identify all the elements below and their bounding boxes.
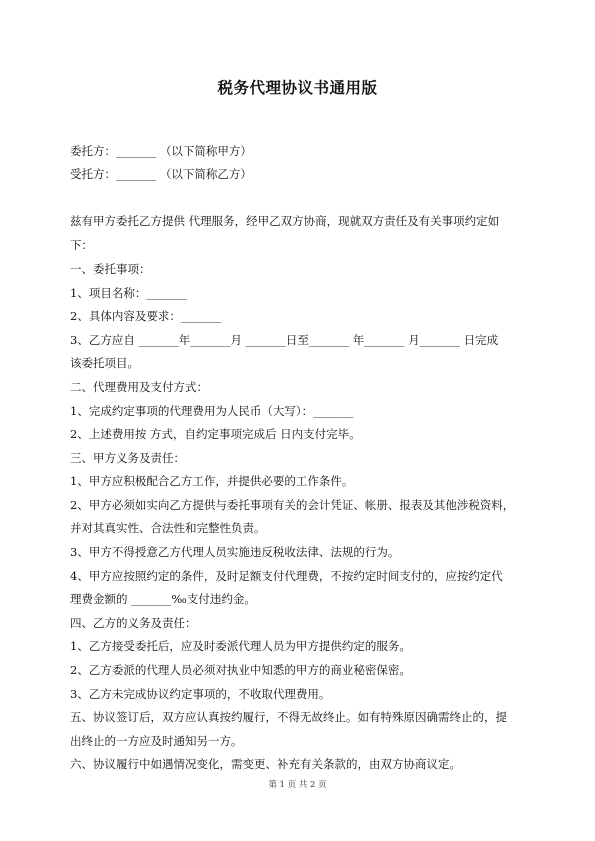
clause-4-1: 1、乙方接受委托后，应及时委派代理人员为甲方提供约定的服务。 <box>70 639 411 653</box>
section-heading-2: 二、代理费用及支付方式： <box>70 380 208 394</box>
preamble-line-1: 兹有甲方委托乙方提供 代理服务，经甲乙双方协商，现就双方责任及有关事项约定如 <box>70 214 500 228</box>
preamble-line-2: 下： <box>70 238 93 252</box>
clause-3-3: 3、甲方不得授意乙方代理人员实施违反税收法律、法规的行为。 <box>70 545 400 559</box>
clause-3-4-line-1: 4、甲方应按照约定的条件，及时足额支付代理费，不按约定时间支付的，应按约定代 <box>70 569 503 583</box>
document-title: 税务代理协议书通用版 <box>217 78 378 97</box>
section-6: 六、协议履行中如遇情况变化，需变更、补充有关条款的，由双方协商议定。 <box>70 757 461 771</box>
principal-line: 委托方：_______ （以下简称甲方） <box>70 144 252 158</box>
section-heading-4: 四、乙方的义务及责任： <box>70 616 197 630</box>
section-heading-3: 三、甲方义务及责任： <box>70 451 185 465</box>
section-5-line-2: 出终止的一方应及时通知另一方。 <box>70 734 243 748</box>
clause-3-2-line-1: 2、甲方必须如实向乙方提供与委托事项有关的会计凭证、帐册、报表及其他涉税资料， <box>70 498 515 512</box>
clause-1-3-line-2: 该委托项目。 <box>70 356 139 370</box>
clause-3-2-line-2: 并对其真实性、合法性和完整性负责。 <box>70 521 266 535</box>
clause-4-2: 2、乙方委派的代理人员必须对执业中知悉的甲方的商业秘密保密。 <box>70 663 411 677</box>
clause-4-3: 3、乙方未完成协议约定事项的，不收取代理费用。 <box>70 687 331 701</box>
clause-1-2: 2、具体内容及要求：_______ <box>70 309 222 323</box>
agent-line: 受托方：_______ （以下简称乙方） <box>70 167 252 181</box>
clause-3-1: 1、甲方应积极配合乙方工作，并提供必要的工作条件。 <box>70 474 354 488</box>
clause-2-1: 1、完成约定事项的代理费用为人民币（大写）：_______ <box>70 404 354 418</box>
clause-2-2: 2、上述费用按 方式，自约定事项完成后 日内支付完毕。 <box>70 427 361 441</box>
clause-1-1: 1、项目名称：_______ <box>70 286 187 300</box>
section-5-line-1: 五、协议签订后，双方应认真按约履行，不得无故终止。如有特殊原因确需终止的，提 <box>70 710 507 724</box>
clause-1-3-line-1: 3、乙方应自 _______年_______月 _______日至_______ 年_______ 月_______ 日完成 <box>70 333 499 347</box>
clause-3-4-line-2: 理费金额的 _______‰支付违约金。 <box>70 592 256 606</box>
section-heading-1: 一、委托事项： <box>70 262 151 276</box>
page-number-footer: 第 1 页 共 2 页 <box>268 780 327 790</box>
